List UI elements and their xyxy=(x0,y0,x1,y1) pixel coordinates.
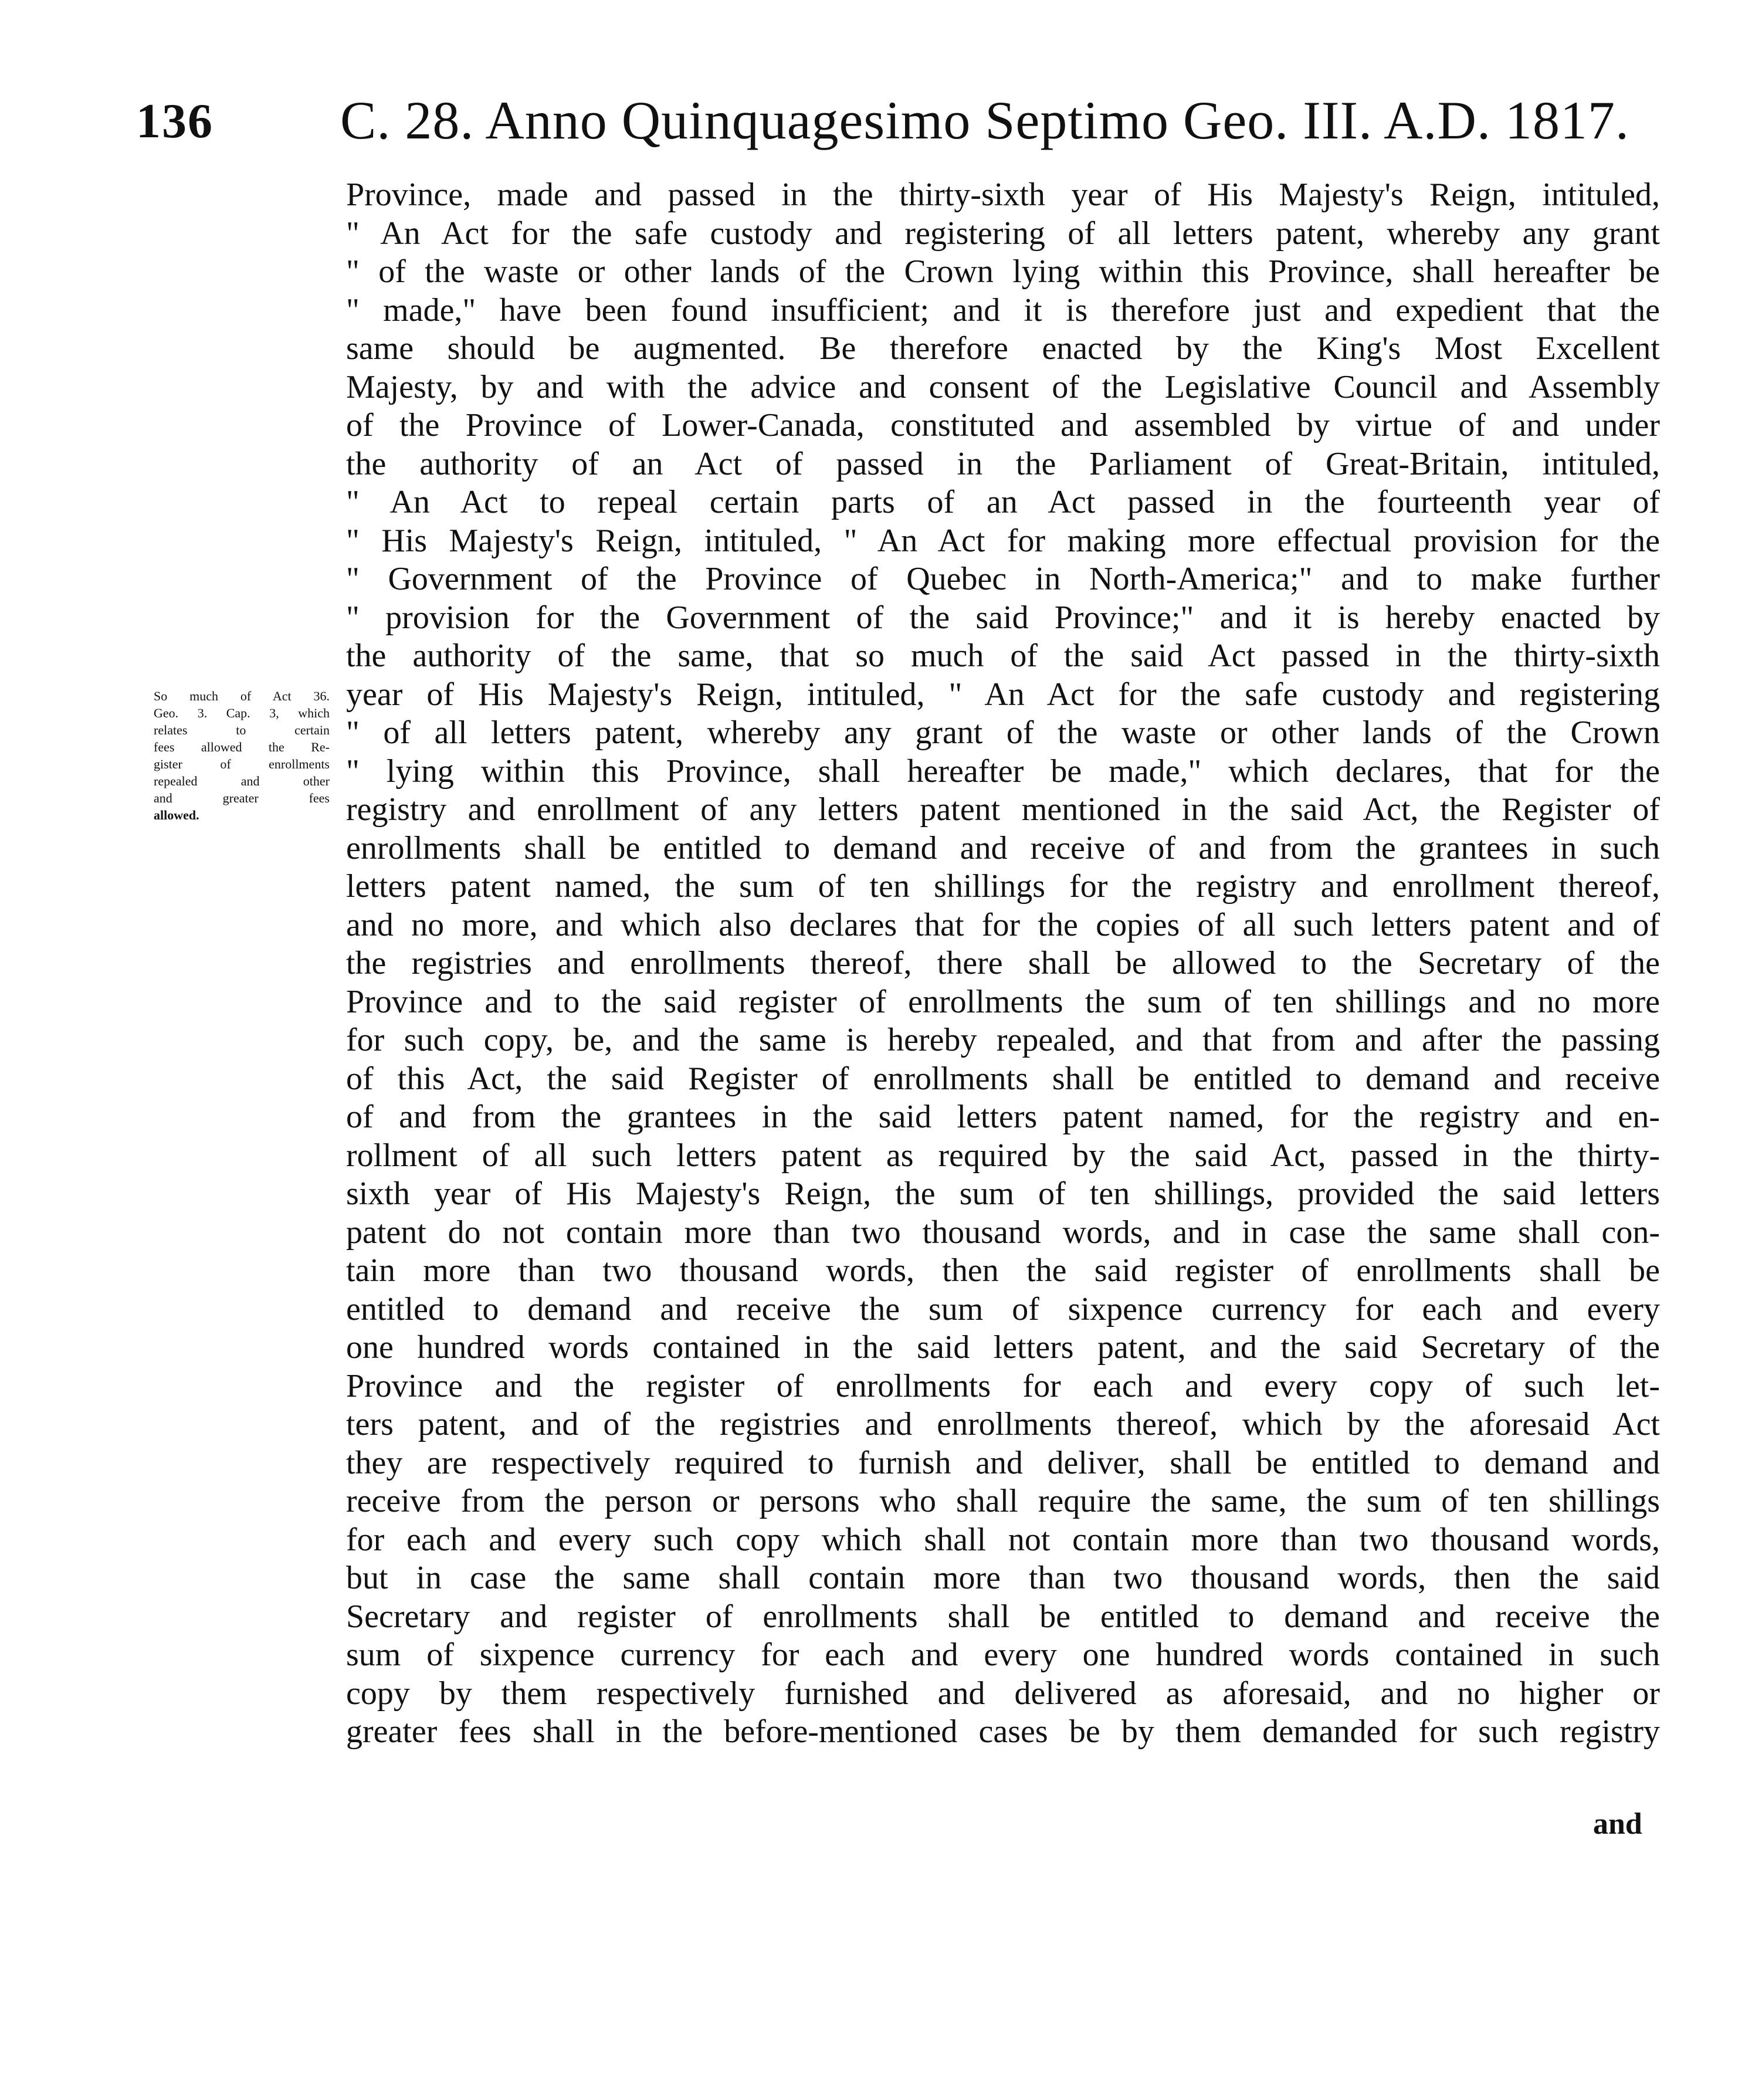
text-line: and no more, and which also declares that for the copies of all such letters patent and of xyxy=(346,906,1660,943)
text-line: of and from the grantees in the said letters patent named, for the registry and en- xyxy=(346,1099,1660,1135)
marginal-note-line: So much of Act 36. xyxy=(154,689,330,703)
catchword: and xyxy=(1593,1807,1642,1841)
text-line: the authority of the same, that so much of the said Act passed in the thirty-sixth xyxy=(346,638,1660,674)
text-line: sixth year of His Majesty's Reign, the sum of ten shillings, provided the said letters xyxy=(346,1176,1660,1212)
text-line: but in case the same shall contain more than two thousand words, then the said xyxy=(346,1560,1660,1596)
text-line: " An Act to repeal certain parts of an Act passed in the fourteenth year of xyxy=(346,484,1660,520)
marginal-note-line: Geo. 3. Cap. 3, which xyxy=(154,706,330,720)
text-line: one hundred words contained in the said letters patent, and the said Secretary of the xyxy=(346,1329,1660,1366)
text-line: year of His Majesty's Reign, intituled, " An Act for the safe custody and registering xyxy=(346,676,1660,713)
marginal-note-line: gister of enrollments xyxy=(154,757,330,771)
text-line: " of all letters patent, whereby any grant of the waste or other lands of the Crown xyxy=(346,714,1660,751)
text-line: Secretary and register of enrollments shall be entitled to demand and receive the xyxy=(346,1598,1660,1635)
running-head: C. 28. Anno Quinquagesimo Septimo Geo. III. A.D. 1817. xyxy=(340,90,1629,150)
text-line: for each and every such copy which shall not contain more than two thousand words, xyxy=(346,1521,1660,1558)
text-line: " An Act for the safe custody and registering of all letters patent, whereby any grant xyxy=(346,215,1660,252)
text-line: Province, made and passed in the thirty-sixth year of His Majesty's Reign, intituled, xyxy=(346,177,1660,213)
text-line: letters patent named, the sum of ten shillings for the registry and enrollment thereof, xyxy=(346,868,1660,905)
text-line: " made," have been found insufficient; and it is therefore just and expedient that the xyxy=(346,292,1660,328)
text-line: " His Majesty's Reign, intituled, " An Act for making more effectual provision for the xyxy=(346,522,1660,559)
text-line: Majesty, by and with the advice and consent of the Legislative Council and Assembly xyxy=(346,368,1660,405)
text-line: rollment of all such letters patent as required by the said Act, passed in the thirty- xyxy=(346,1137,1660,1174)
text-line: for such copy, be, and the same is hereby repealed, and that from and after the passing xyxy=(346,1022,1660,1058)
marginal-note-line: and greater fees xyxy=(154,791,330,805)
text-line: Province and to the said register of enrollments the sum of ten shillings and no more xyxy=(346,983,1660,1020)
text-line: they are respectively required to furnish and deliver, shall be entitled to demand and xyxy=(346,1444,1660,1481)
text-line: patent do not contain more than two thousand words, and in case the same shall con- xyxy=(346,1214,1660,1251)
page-number: 136 xyxy=(136,94,214,148)
text-line: greater fees shall in the before-mentioned cases be by them demanded for such registry xyxy=(346,1713,1660,1750)
text-line: enrollments shall be entitled to demand and receive of and from the grantees in such xyxy=(346,829,1660,866)
text-line: registry and enrollment of any letters patent mentioned in the said Act, the Register of xyxy=(346,791,1660,828)
text-line: the authority of an Act of passed in the Parliament of Great-Britain, intituled, xyxy=(346,445,1660,482)
text-line: receive from the person or persons who shall require the same, the sum of ten shillings xyxy=(346,1483,1660,1519)
text-line: " of the waste or other lands of the Crown lying within this Province, shall hereafter be xyxy=(346,253,1660,290)
text-line: " Government of the Province of Quebec in North-America;" and to make further xyxy=(346,561,1660,597)
marginal-note-line: repealed and other xyxy=(154,774,330,788)
marginal-note xyxy=(154,687,330,824)
text-line: Province and the register of enrollments for each and every copy of such let- xyxy=(346,1367,1660,1404)
text-line: tain more than two thousand words, then the said register of enrollments shall be xyxy=(346,1252,1660,1289)
text-line: entitled to demand and receive the sum of sixpence currency for each and every xyxy=(346,1291,1660,1327)
text-line: copy by them respectively furnished and delivered as aforesaid, and no higher or xyxy=(346,1675,1660,1712)
text-line: " provision for the Government of the said Province;" and it is hereby enacted by xyxy=(346,599,1660,636)
marginal-note-line: relates to certain xyxy=(154,723,330,737)
text-line: of this Act, the said Register of enrollments shall be entitled to demand and receive xyxy=(346,1060,1660,1097)
text-line: sum of sixpence currency for each and every one hundred words contained in such xyxy=(346,1637,1660,1673)
text-line: same should be augmented. Be therefore enacted by the King's Most Excellent xyxy=(346,330,1660,367)
text-line: of the Province of Lower-Canada, constituted and assembled by virtue of and under xyxy=(346,407,1660,443)
text-line: ters patent, and of the registries and enrollments thereof, which by the aforesaid Act xyxy=(346,1406,1660,1442)
body-text xyxy=(346,176,1660,1752)
text-line: the registries and enrollments thereof, there shall be allowed to the Secretary of the xyxy=(346,945,1660,981)
marginal-note-line: fees allowed the Re- xyxy=(154,740,330,754)
marginal-note-line: allowed. xyxy=(154,808,199,822)
text-line: " lying within this Province, shall hereafter be made," which declares, that for the xyxy=(346,753,1660,790)
